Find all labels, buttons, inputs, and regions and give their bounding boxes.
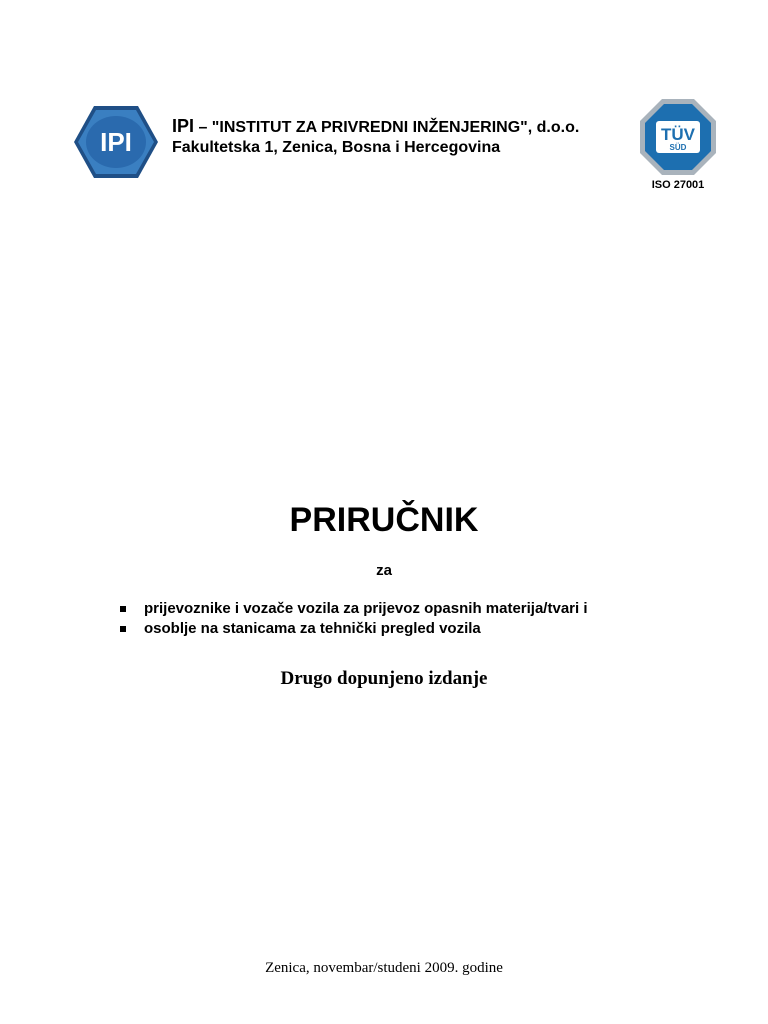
document-title: PRIRUČNIK [289, 501, 479, 539]
bullet-icon [120, 606, 126, 612]
edition-label: Drugo dopunjeno izdanje [280, 668, 488, 689]
tuv-logo-subtext: SÜD [669, 143, 687, 152]
tuv-logo-text: TÜV [661, 125, 695, 144]
title-for-label: za [376, 562, 392, 579]
list-item [118, 599, 588, 619]
bullet-icon [120, 626, 126, 632]
list-item [118, 619, 588, 639]
list-item-text: osoblje na stanicama za tehnički pregled vozila [144, 620, 481, 637]
institute-abbr: IPI [172, 116, 195, 136]
institute-name [172, 116, 642, 138]
institute-address: Fakultetska 1, Zenica, Bosna i Hercegovina [172, 139, 501, 156]
institute-header [172, 116, 642, 158]
iso-certificate-label: ISO 27001 [651, 179, 705, 191]
ipi-logo [72, 104, 160, 180]
tuv-logo [638, 97, 718, 191]
institute-full-name: – "INSTITUT ZA PRIVREDNI INŽENJERING", d.o.o. [194, 119, 580, 136]
ipi-logo-text: IPI [100, 127, 132, 157]
audience-list [118, 599, 588, 639]
list-item-text: prijevoznike i vozače vozila za prijevoz opasnih materija/tvari i [144, 600, 588, 617]
place-and-date: Zenica, novembar/studeni 2009. godine [265, 960, 503, 976]
